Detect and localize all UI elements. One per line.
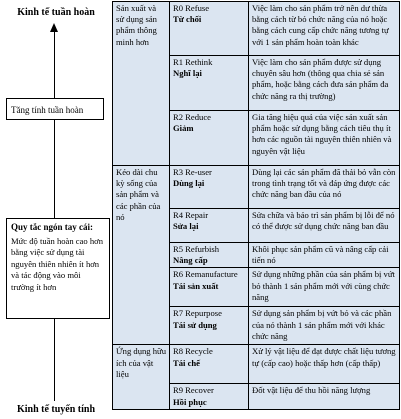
strategy-r5: [170, 243, 249, 268]
strategy-name: Hồi phục: [173, 396, 207, 407]
strategy-r9-description: Đốt vật liệu để thu hồi năng lượng: [249, 384, 400, 410]
group-material-use: Ứng dụng hữu ích của vật liệu: [113, 345, 170, 410]
table-row: [113, 2, 400, 56]
strategy-code: R0 Refuse: [173, 3, 210, 13]
rule-of-thumb-title: Quy tắc ngón tay cái:: [11, 222, 93, 232]
strategy-r1: [170, 56, 249, 111]
strategy-r1-description: Việc làm cho sản phẩm được sử dụng chuyên sâu hơn (thông qua chia sẻ sản phẩm, hoặc bằng cách đưa sản phẩm đa chức năng ra thị trường): [249, 56, 400, 111]
strategy-code: R3 Re-user: [173, 167, 212, 177]
group-extend-lifespan: Kéo dài chu kỳ sống của sản phẩm và các phần của nó: [113, 166, 170, 345]
increase-circularity-box: Tăng tính tuần hoàn: [6, 98, 104, 120]
strategy-code: R9 Recover: [173, 385, 214, 396]
strategy-name: Sửa lại: [173, 221, 199, 232]
strategy-code: R7 Repurpose: [173, 308, 222, 319]
strategy-name: Tái sản xuất: [173, 280, 219, 291]
strategy-r6: [170, 268, 249, 307]
strategy-code: R6 Remanufacture: [173, 269, 238, 280]
rule-of-thumb-box: [6, 218, 110, 319]
strategy-name: Dùng lại: [173, 178, 205, 189]
strategy-code: R1 Rethink: [173, 57, 213, 67]
circular-economy-label: Kinh tế tuần hoàn: [17, 7, 95, 18]
strategy-r8: [170, 345, 249, 384]
strategy-r2: [170, 111, 249, 166]
strategy-code: R8 Recycle: [173, 346, 213, 357]
strategy-name: Từ chối: [173, 14, 202, 25]
strategy-r0-description: Việc làm cho sản phẩm trở nên dư thừa bằng cách từ bỏ chức năng của nó hoặc bằng cách cung cấp chức năng tương tự với 1 sản phẩm hoàn toàn khác: [249, 2, 400, 56]
linear-economy-label: Kinh tế tuyến tính: [16, 404, 96, 415]
left-panel: [0, 0, 112, 419]
strategy-r4: [170, 209, 249, 243]
strategy-r3: [170, 166, 249, 209]
strategy-r2-description: Gia tăng hiệu quả của việc sản xuất sản phẩm hoặc sử dụng bằng cách tiêu thụ ít hơn các nguồn tài nguyên thiên nhiên và nguyên vật liệu: [249, 111, 400, 166]
r-strategies-table: [112, 1, 400, 410]
strategy-r7: [170, 307, 249, 345]
strategy-r6-description: Sử dụng những phần của sản phẩm bị vứt bỏ thành 1 sản phẩm mới với cùng chức năng: [249, 268, 400, 307]
strategy-r4-description: Sửa chữa và bảo trì sản phẩm bị lỗi để nó có thể được sử dụng chức năng ban đầu: [249, 209, 400, 243]
strategy-name: Nâng cấp: [173, 255, 208, 266]
table-row: [113, 166, 400, 209]
strategy-r5-description: Khôi phục sản phẩm cũ và nâng cấp cải tiến nó: [249, 243, 400, 268]
up-arrow-line: [54, 31, 55, 401]
strategy-r0: [170, 2, 249, 56]
strategy-r3-description: Dùng lại các sản phẩm đã thải bỏ vẫn còn trong tình trạng tốt và đáp ứng được các chức năng ban đầu của nó: [249, 166, 400, 209]
strategy-name: Tái chế: [173, 357, 200, 368]
strategy-r7-description: Sử dụng sản phẩm bị vứt bỏ và các phần của nó thành 1 sản phẩm mới với khác chức năng: [249, 307, 400, 345]
strategy-code: R4 Repair: [173, 210, 209, 220]
strategy-r8-description: Xử lý vật liệu để đạt được chất liệu tương tự (cấp cao) hoặc thấp hơn (cấp thấp): [249, 345, 400, 384]
table-row: [113, 345, 400, 384]
strategy-name: Nghĩ lại: [173, 68, 202, 79]
strategy-name: Tái sử dụng: [173, 319, 217, 330]
strategy-r9: [170, 384, 249, 410]
strategy-code: R2 Reduce: [173, 112, 211, 122]
strategy-name: Giảm: [173, 123, 194, 134]
strategy-code: R5 Refurbish: [173, 244, 220, 254]
group-smarter-use: Sản xuất và sử dụng sản phẩm thông minh hơn: [113, 2, 170, 166]
rule-of-thumb-text: Mức độ tuần hoàn cao hơn bằng việc sử dụng tài nguyên thiên nhiên ít hơn và tác động vào môi trường ít hơn: [11, 235, 104, 292]
